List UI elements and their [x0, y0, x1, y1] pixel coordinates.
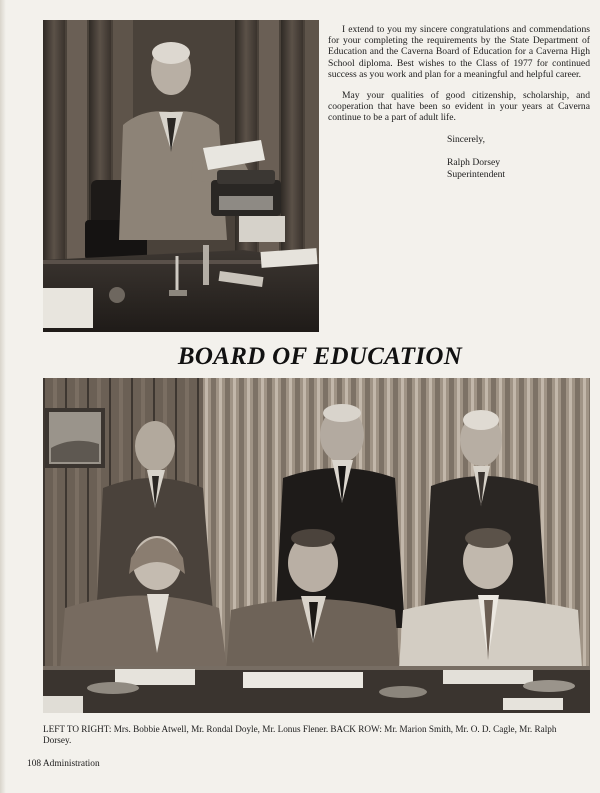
letter-closing: Sincerely,	[447, 133, 486, 145]
signer-name: Ralph Dorsey	[447, 157, 501, 169]
letter-paragraph-1: I extend to you my sincere congratulations and commendations for your completing the requirements by the State Department of Education and the Caverna Board of Education for a Caverna High School diploma. Best wishes to the Class of 1977 for continued success as you work and plan for a meaningful and helpful career.	[328, 24, 590, 80]
section-heading: BOARD OF EDUCATION	[177, 343, 463, 370]
superintendent-photo	[43, 20, 319, 332]
signature-block	[447, 134, 590, 181]
signer-title: Superintendent	[447, 168, 506, 180]
board-photo	[43, 378, 590, 713]
page-folio: 108 Administration	[27, 759, 100, 769]
letter-paragraph-2: May your qualities of good citizenship, scholarship, and cooperation that have been so evident in your years at Caverna continue to be a part of adult life.	[328, 90, 590, 124]
superintendent-letter	[328, 24, 590, 180]
page-edge	[0, 0, 6, 793]
photo-caption: LEFT TO RIGHT: Mrs. Bobbie Atwell, Mr. Rondal Doyle, Mr. Lonus Flener. BACK ROW: Mr. Marion Smith, Mr. O. D. Cagle, Mr. Ralph Dorsey.	[43, 724, 557, 745]
